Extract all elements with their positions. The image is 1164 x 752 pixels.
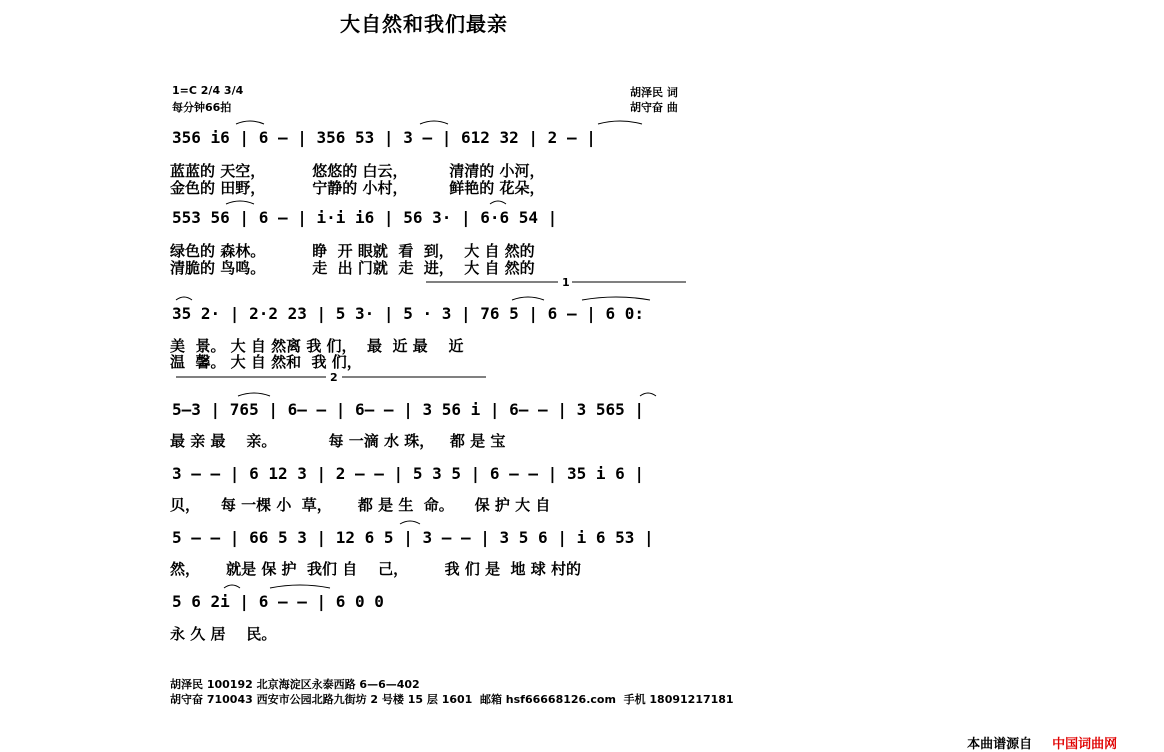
lyric-line-1b: 金色的 田野， 宁静的 小村， 鲜艳的 花朵， xyxy=(170,179,545,197)
lyric-line-6: 然， 就是 保 护 我们 自 己， 我 们 是 地 球 村的 xyxy=(170,560,582,578)
slur-mark xyxy=(226,201,254,204)
contact-composer: 胡守奋 710043 西安市公园北路九街坊 2 号楼 15 层 1601 邮箱 hsf66668126.com 手机 18091217181 xyxy=(170,693,734,706)
slur-mark xyxy=(512,297,544,300)
score-line-4: 5—3 | 765 | 6— — | 6— — | 3 56 i | 6— — | 3 565 | xyxy=(172,400,645,419)
lyric-line-1a: 蓝蓝的 天空， 悠悠的 白云， 清清的 小河， xyxy=(170,162,545,180)
site-link[interactable]: 中国词曲网 xyxy=(1052,737,1118,752)
slur-mark xyxy=(640,393,656,396)
slur-mark xyxy=(598,121,642,124)
source-label: 本曲谱源自 xyxy=(967,737,1033,752)
song-title: 大自然和我们最亲 xyxy=(340,12,508,36)
slur-mark xyxy=(582,297,650,300)
slur-mark xyxy=(224,585,240,588)
volta-first-label: 1 xyxy=(562,276,570,289)
score-line-3: 35 2· | 2·2 23 | 5 3· | 5 · 3 | 76 5 | 6 — | 6 0: xyxy=(172,304,645,323)
contact-lyricist: 胡泽民 100192 北京海淀区永泰西路 6—6—402 xyxy=(170,678,420,691)
tempo-marking: 每分钟66拍 xyxy=(172,101,232,114)
lyric-line-2a: 绿色的 森林。 睁 开 眼就 看 到， 大 自 然的 xyxy=(170,242,535,260)
lyric-line-4: 最 亲 最 亲。 每 一滴 水 珠， 都 是 宝 xyxy=(170,432,506,450)
slur-mark xyxy=(238,393,270,396)
slur-mark xyxy=(400,521,420,524)
score-line-7: 5 6 2i | 6 — — | 6 0 0 xyxy=(172,592,384,611)
slur-mark xyxy=(236,121,264,124)
lyric-line-3a: 美 景。 大 自 然离 我 们， 最 近 最 近 xyxy=(170,337,464,355)
score-line-1: 356 i6 | 6 — | 356 53 | 3 — | 612 32 | 2 — | xyxy=(172,128,596,147)
slur-mark xyxy=(420,121,448,124)
composer-credit: 胡守奋 曲 xyxy=(630,101,678,114)
score-line-6: 5 — — | 66 5 3 | 12 6 5 | 3 — — | 3 5 6 | i 6 53 | xyxy=(172,528,654,547)
score-line-2: 553 56 | 6 — | i·i i6 | 56 3· | 6·6 54 | xyxy=(172,208,558,227)
volta-second-label: 2 xyxy=(330,371,338,384)
lyricist-credit: 胡泽民 词 xyxy=(630,86,678,99)
source-footer xyxy=(958,718,1117,752)
slur-mark xyxy=(176,297,192,300)
lyric-line-2b: 清脆的 鸟鸣。 走 出 门就 走 进， 大 自 然的 xyxy=(170,259,535,277)
key-meter: 1=C 2/4 3/4 xyxy=(172,84,244,97)
lyric-line-7: 永 久 居 民。 xyxy=(170,625,277,643)
slur-mark xyxy=(490,201,506,204)
slur-mark xyxy=(270,585,330,588)
lyric-line-3b: 温 馨。 大 自 然和 我 们， xyxy=(170,353,362,371)
score-line-5: 3 — — | 6 12 3 | 2 — — | 5 3 5 | 6 — — | 35 i 6 | xyxy=(172,464,645,483)
lyric-line-5: 贝， 每 一棵 小 草， 都 是 生 命。 保 护 大 自 xyxy=(170,496,551,514)
